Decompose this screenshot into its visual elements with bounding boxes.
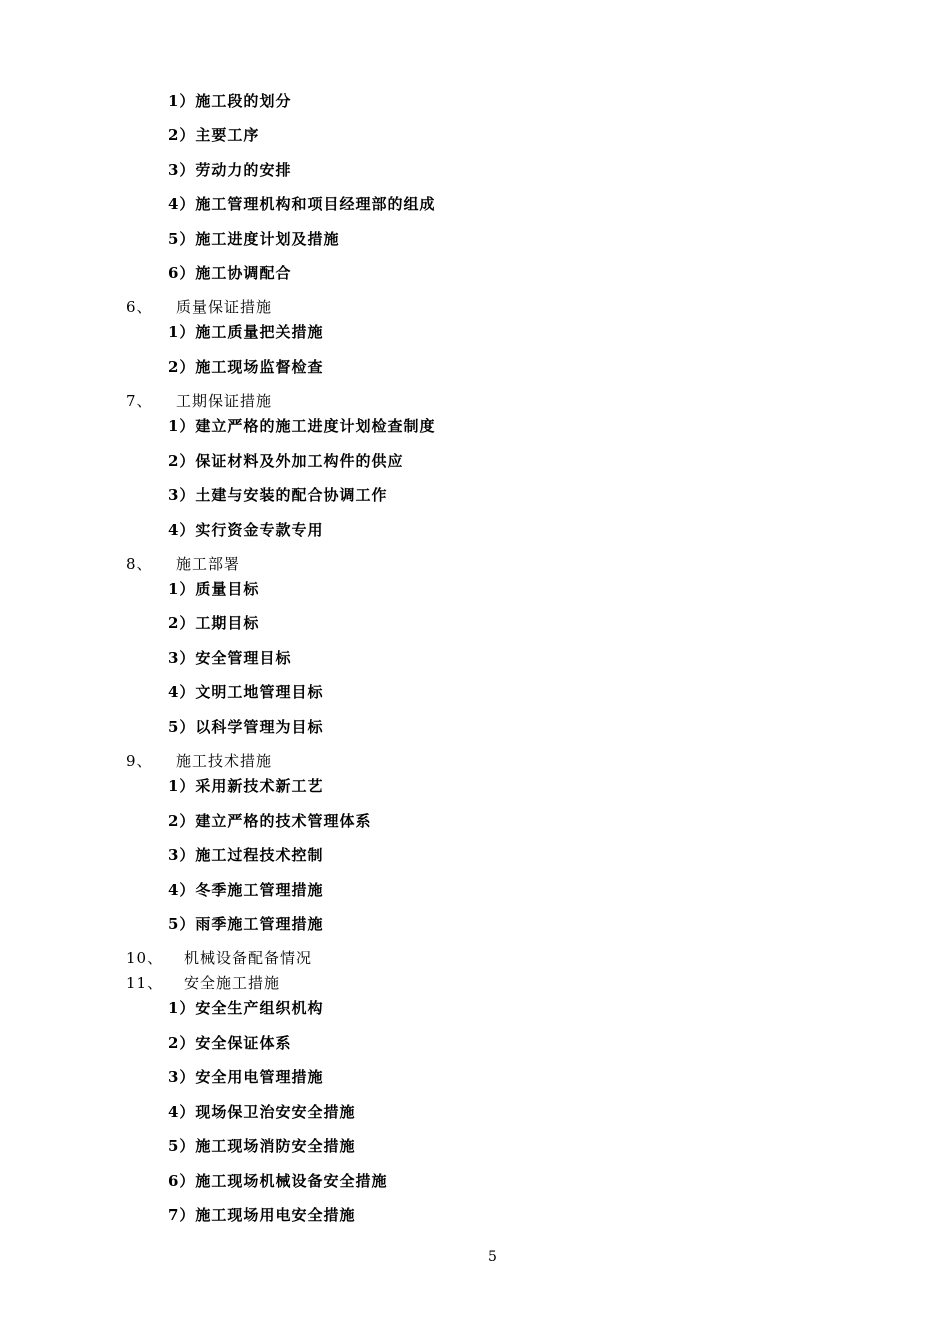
list-item: 5）施工现场消防安全措施 — [168, 1137, 356, 1155]
list-item: 3）土建与安装的配合协调工作 — [168, 486, 388, 504]
section-heading — [126, 973, 280, 993]
list-item: 6）施工协调配合 — [168, 264, 292, 282]
section-heading — [126, 751, 272, 771]
section-number: 11、 — [126, 974, 164, 992]
section-title: 机械设备配备情况 — [184, 949, 313, 967]
page-number: 5 — [488, 1249, 497, 1265]
section-heading — [126, 391, 272, 411]
list-item: 3）劳动力的安排 — [168, 161, 292, 179]
section-heading — [126, 297, 272, 317]
list-item: 1）建立严格的施工进度计划检查制度 — [168, 417, 436, 435]
list-item: 3）施工过程技术控制 — [168, 846, 324, 864]
list-item: 1）施工质量把关措施 — [168, 323, 324, 341]
section-number: 10、 — [126, 949, 164, 967]
list-item: 1）采用新技术新工艺 — [168, 777, 324, 795]
list-item: 1）安全生产组织机构 — [168, 999, 324, 1017]
list-item: 2）建立严格的技术管理体系 — [168, 812, 372, 830]
list-item: 2）保证材料及外加工构件的供应 — [168, 452, 404, 470]
list-item: 5）施工进度计划及措施 — [168, 230, 340, 248]
list-item: 4）文明工地管理目标 — [168, 683, 324, 701]
list-item: 7）施工现场用电安全措施 — [168, 1206, 356, 1224]
list-item: 2）工期目标 — [168, 614, 260, 632]
section-number: 7、 — [126, 392, 153, 410]
list-item: 5）以科学管理为目标 — [168, 718, 324, 736]
list-item: 1）质量目标 — [168, 580, 260, 598]
section-title: 工期保证措施 — [176, 392, 273, 410]
list-item: 2）主要工序 — [168, 126, 260, 144]
list-item: 3）安全用电管理措施 — [168, 1068, 324, 1086]
list-item: 5）雨季施工管理措施 — [168, 915, 324, 933]
section-number: 8、 — [126, 555, 153, 573]
section-number: 9、 — [126, 752, 153, 770]
list-item: 4）施工管理机构和项目经理部的组成 — [168, 195, 436, 213]
list-item: 2）施工现场监督检查 — [168, 358, 324, 376]
list-item: 3）安全管理目标 — [168, 649, 292, 667]
section-title: 质量保证措施 — [176, 298, 273, 316]
list-item: 4）实行资金专款专用 — [168, 521, 324, 539]
section-heading — [126, 948, 312, 968]
section-title: 施工部署 — [176, 555, 241, 573]
list-item: 4）冬季施工管理措施 — [168, 881, 324, 899]
list-item: 1）施工段的划分 — [168, 92, 292, 110]
list-item: 4）现场保卫治安安全措施 — [168, 1103, 356, 1121]
section-heading — [126, 554, 240, 574]
section-number: 6、 — [126, 298, 153, 316]
list-item: 6）施工现场机械设备安全措施 — [168, 1172, 388, 1190]
list-item: 2）安全保证体系 — [168, 1034, 292, 1052]
section-title: 施工技术措施 — [176, 752, 273, 770]
section-title: 安全施工措施 — [184, 974, 281, 992]
